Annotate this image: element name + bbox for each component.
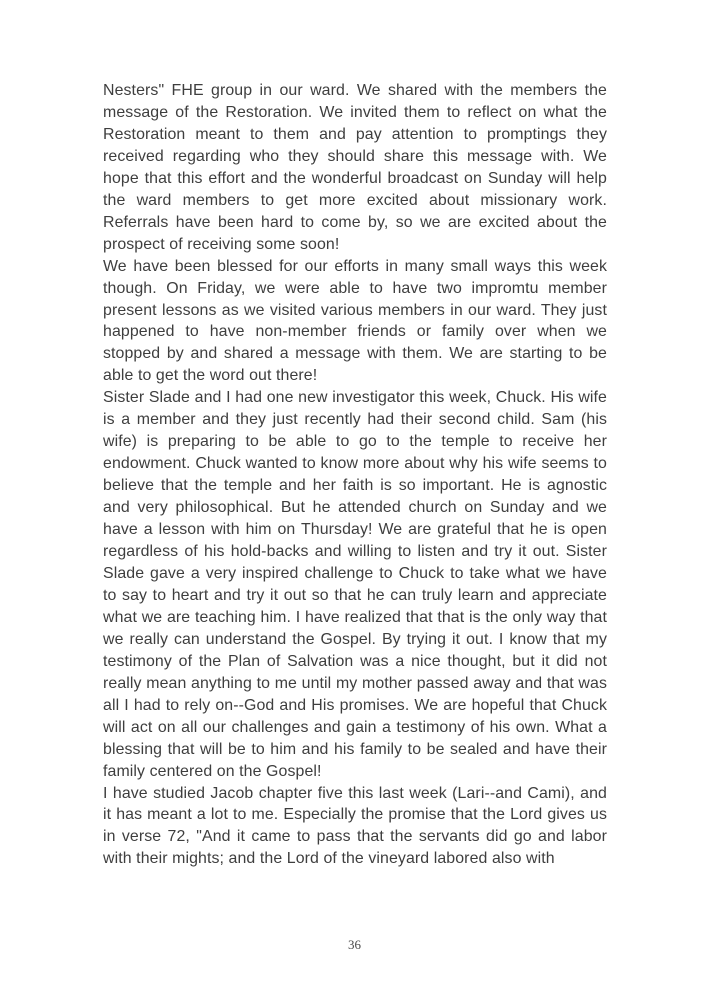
paragraph: I have studied Jacob chapter five this last week (Lari--and Cami), and it has meant a lot to me. Especially the promise that the Lord gives us in verse 72, "And it came to pass that the servants did go and labor with their mights; and the Lord of the vineyard labored also with xyxy=(103,784,607,868)
paragraph: Sister Slade and I had one new investigator this week, Chuck. His wife is a member and they just recently had their second child. Sam (his wife) is preparing to be able to go to the temple to receive her endowment. Chuck wanted to know more about why his wife seems to believe that the temple and her faith is so important. He is agnostic and very philosophical. But he attended church on Sunday and we have a lesson with him on Thursday! We are grateful that he is open regardless of his hold-backs and willing to listen and try it out. Sister Slade gave a very inspired challenge to Chuck to take what we have to say to heart and try it out so that he can truly learn and appreciate what we are teaching him. I have realized that that is the only way that we really can understand the Gospel. By trying it out. I know that my testimony of the Plan of Salvation was a nice thought, but it did not really mean anything to me until my mother passed away and that was all I had to rely on--God and His promises. We are hopeful that Chuck will act on all our challenges and gain a testimony of his own. What a blessing that will be to him and his family to be sealed and have their family centered on the Gospel! xyxy=(103,389,607,780)
paragraph: We have been blessed for our efforts in many small ways this week though. On Friday, we were able to have two impromtu member present lessons as we visited various members in our ward. They just happened to have non-member friends or family over when we stopped by and shared a message with them. We are starting to be able to get the word out there! xyxy=(103,257,607,385)
paragraph: Nesters" FHE group in our ward. We shared with the members the message of the Restoration. We invited them to reflect on what the Restoration meant to them and pay attention to promptings they received regarding who they should share this message with. We hope that this effort and the wonderful broadcast on Sunday will help the ward members to get more excited about missionary work. Referrals have been hard to come by, so we are excited about the prospect of receiving some soon! xyxy=(103,82,607,253)
page-number: 36 xyxy=(348,937,361,952)
document-body xyxy=(103,80,607,870)
